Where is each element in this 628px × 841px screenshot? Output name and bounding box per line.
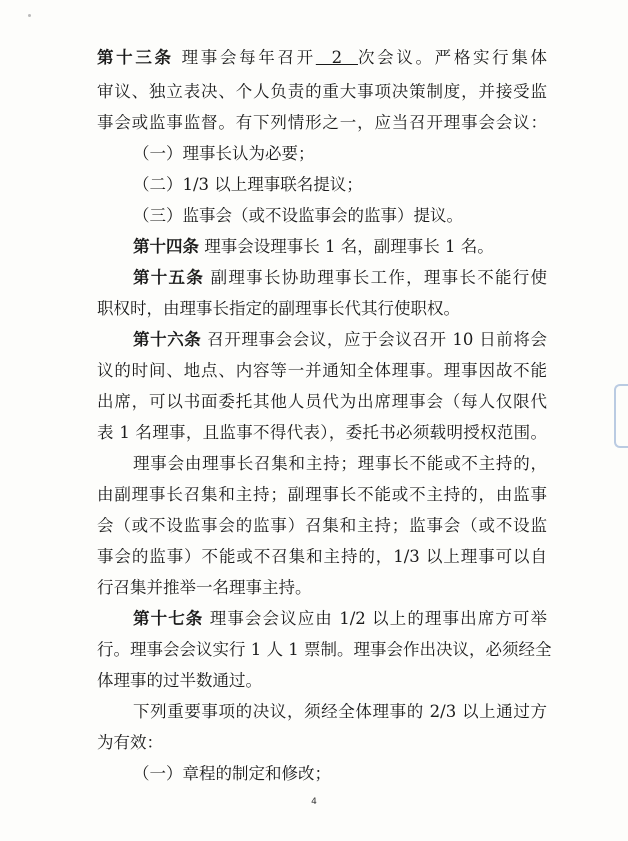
text-line [133,237,547,257]
list-item: （三）监事会（或不设监事会的监事）提议。 [133,206,463,225]
text-line: 职权时，由理事长指定的副理事长代其行使职权。 [97,299,460,318]
text-line: 会（或不设监事会的监事）召集和主持；监事会（或不设监 [97,516,547,535]
text-line [133,609,547,629]
text-line: 由副理事长召集和主持；副理事长不能或不主持的，由监事 [97,485,547,504]
text-line: 下列重要事项的决议，须经全体理事的 2/3 以上通过方 [133,702,547,721]
text-line: 事会的监事）不能或不召集和主持的，1/3 以上理事可以自 [97,547,547,566]
text-line [133,268,547,288]
text-run: 理事会会议应由 1/2 以上的理事出席方可举 [209,609,548,628]
list-item: （二）1/3 以上理事联名提议； [133,175,363,194]
text-run: 理事会设理事长 1 名，副理事长 1 名。 [204,237,494,256]
text-line: 行。理事会会议实行 1 人 1 票制。理事会作出决议，必须经全 [97,640,552,659]
underlined-count: 2 [315,48,358,67]
article-heading: 第十六条 [133,330,202,349]
text-line: 行召集并推举一名理事主持。 [97,578,312,597]
paper-speck [28,14,31,17]
text-line: 理事会由理事长召集和主持；理事长不能或不主持的， [133,454,547,473]
text-line: 审议、独立表决、个人负责的重大事项决策制度，并接受监 [97,82,547,101]
article-heading: 第十五条 [133,268,205,287]
list-item: （一）章程的制定和修改； [133,764,331,783]
article-heading: 第十七条 [133,609,204,628]
text-run: 理事会每年召开 [181,48,316,67]
text-run: 召开理事会会议，应于会议召开 10 日前将会 [207,330,547,349]
text-line: 议的时间、地点、内容等一并通知全体理事。理事因故不能 [97,361,547,380]
article-heading: 第十四条 [133,237,199,256]
list-item: （一）理事长认为必要； [133,144,315,163]
text-run: 次会议。严格实行集体 [357,48,548,67]
text-line: 事会或监事监督。有下列情形之一，应当召开理事会会议： [97,113,547,132]
text-line: 体理事的过半数通过。 [97,671,262,690]
text-line: 出席，可以书面委托其他人员代为出席理事会（每人仅限代 [97,392,547,411]
text-line [133,330,547,350]
text-line: 表 1 名理事，且监事不得代表），委托书必须载明授权范围。 [97,423,547,442]
text-line: 为有效： [97,733,163,752]
article-heading: 第十三条 [97,48,174,67]
text-run: 副理事长协助理事长工作，理事长不能行使 [210,268,548,287]
page-number: 4 [311,797,317,807]
stamp-fragment [614,384,628,448]
text-line [97,48,547,68]
